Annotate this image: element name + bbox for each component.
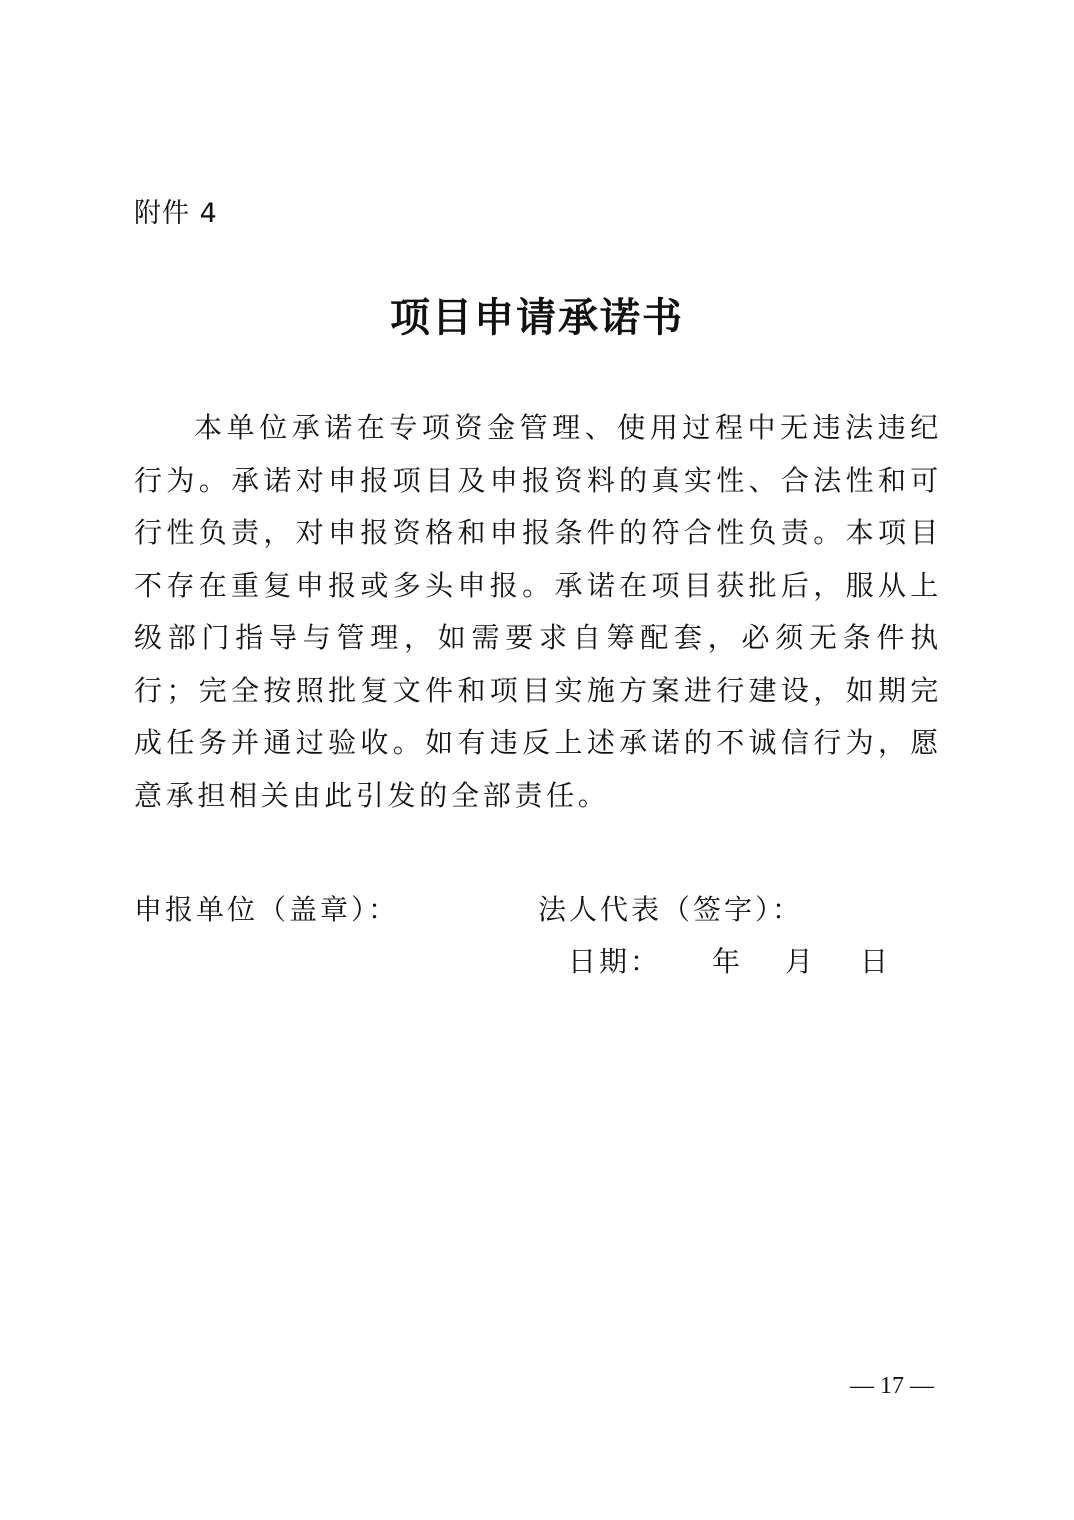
date-month-label: 月: [785, 945, 814, 978]
attachment-label: 附件 4: [134, 198, 218, 229]
page-number: — 17 —: [850, 1373, 934, 1399]
date-year-label: 年: [712, 945, 741, 978]
applicant-unit-seal-label: 申报单位（盖章）：: [134, 893, 400, 926]
document-title: 项目申请承诺书: [390, 295, 684, 341]
legal-representative-signature-label: 法人代表（签字）：: [538, 893, 804, 926]
date-day-label: 日: [860, 945, 889, 978]
date-label: 日期：: [568, 945, 662, 978]
commitment-body: 本单位承诺在专项资金管理、使用过程中无违法违纪行为。承诺对申报项目及申报资料的真实性、合法性和可行性负责，对申报资格和申报条件的符合性负责。本项目不存在重复申报或多头申报。承诺在项目获批后，服从上级部门指导与管理，如需要求自筹配套，必须无条件执行；完全按照批复文件和项目实施方案进行建设，如期完成任务并通过验收。如有违反上述承诺的不诚信行为，愿意承担相关由此引发的全部责任。: [134, 411, 942, 812]
